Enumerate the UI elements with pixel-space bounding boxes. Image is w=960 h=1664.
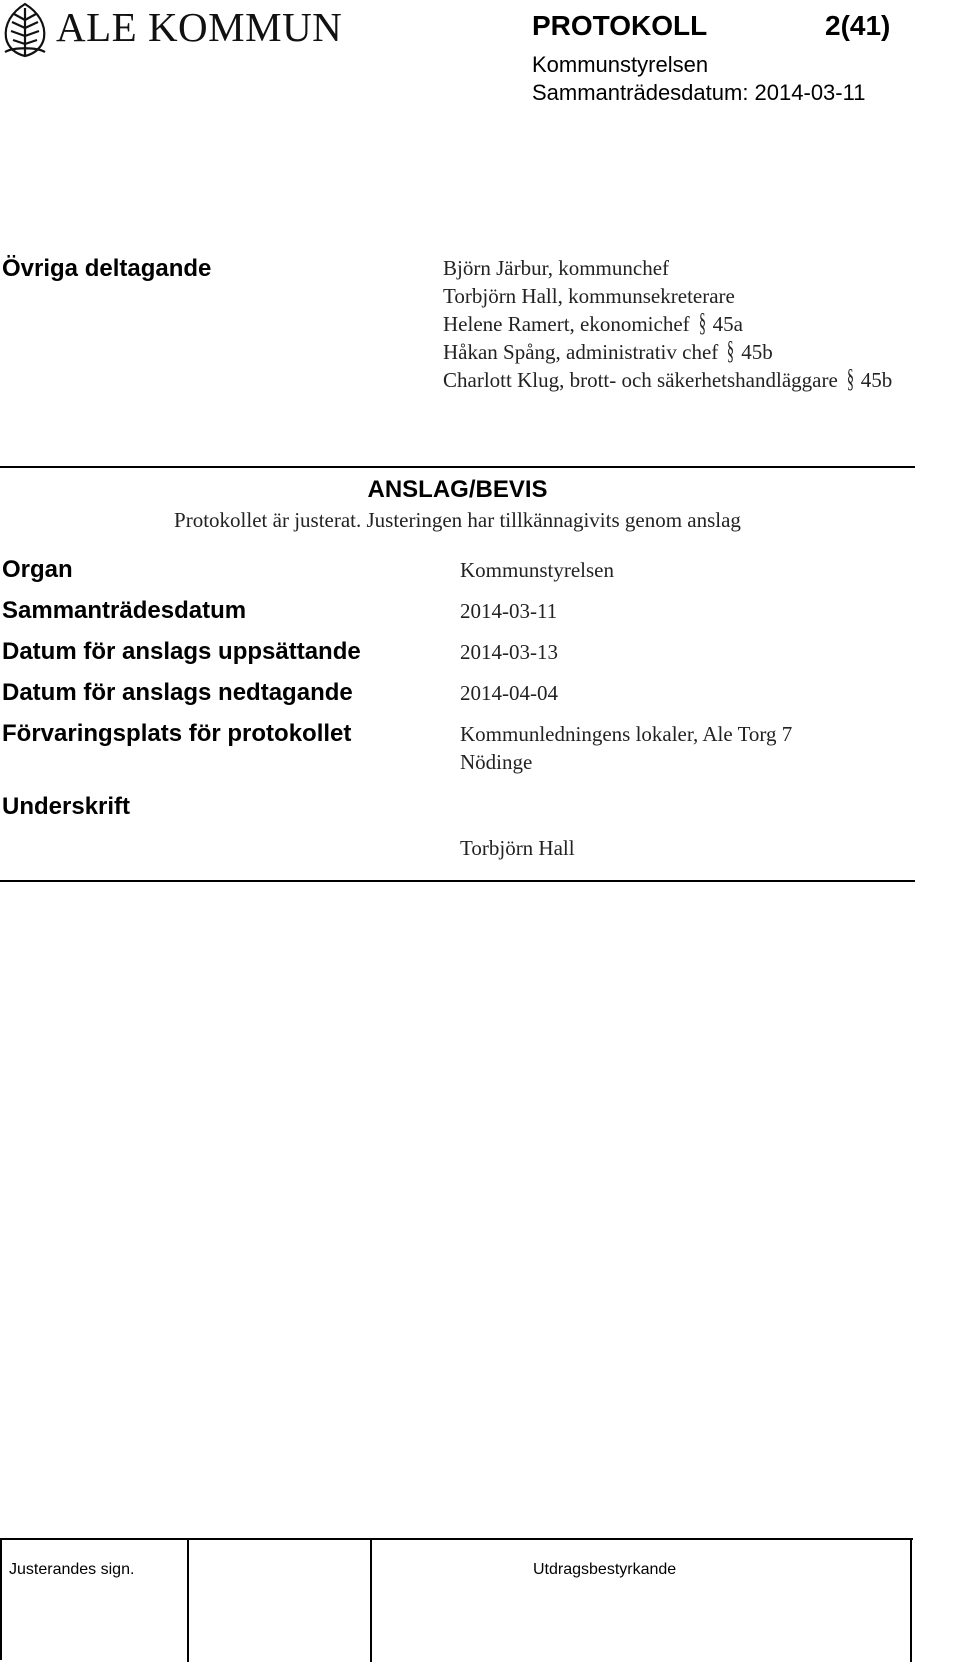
storage-value: Kommunledningens lokaler, Ale Torg 7: [460, 722, 793, 746]
header-meeting-date: Sammanträdesdatum: 2014-03-11: [532, 80, 866, 105]
section-sign: §: [698, 308, 706, 337]
table-divider: [370, 1540, 372, 1662]
storage-label: Förvaringsplats för protokollet: [2, 720, 352, 747]
participants-label: Övriga deltagande: [2, 255, 212, 282]
posting-date-value: 2014-03-13: [460, 640, 558, 664]
section-ref: 45b: [860, 368, 893, 392]
anslag-text: Protokollet är justerat. Justeringen har tillkännagivits genom anslag: [174, 508, 741, 532]
removal-date-value: 2014-04-04: [460, 681, 558, 705]
divider: [0, 880, 915, 882]
participant-item: Helene Ramert, ekonomichef § 45a: [443, 308, 743, 337]
participant-item: Håkan Spång, administrativ chef § 45b: [443, 336, 773, 365]
section-sign: §: [727, 336, 735, 365]
table-divider: [910, 1540, 912, 1662]
meeting-date-value: 2014-03-11: [460, 599, 558, 623]
table-divider: [187, 1540, 189, 1662]
participants-list: [443, 254, 892, 394]
justerandes-sign-label: Justerandes sign.: [9, 1561, 135, 1578]
removal-date-label: Datum för anslags nedtagande: [2, 679, 353, 706]
participant-item: Charlott Klug, brott- och säkerhetshandläggare § 45b: [443, 364, 893, 393]
storage-value-line2: Nödinge: [460, 750, 533, 774]
document-type: PROTOKOLL: [532, 10, 708, 41]
divider: [0, 466, 915, 468]
section-sign: §: [846, 364, 854, 393]
organ-label: Organ: [2, 556, 73, 583]
participant-item: Björn Järbur, kommunchef: [443, 256, 670, 280]
signature-name: Torbjörn Hall: [460, 836, 575, 860]
section-ref: 45b: [741, 340, 773, 364]
meeting-date-label: Sammanträdesdatum: [2, 597, 247, 624]
header-organ: Kommunstyrelsen: [532, 52, 709, 77]
signature-label: Underskrift: [2, 793, 131, 820]
posting-date-label: Datum för anslags uppsättande: [2, 638, 361, 665]
participant-item: Torbjörn Hall, kommunsekreterare: [443, 284, 735, 308]
section-ref: 45a: [712, 312, 743, 336]
brand-name: ALE KOMMUN: [56, 4, 343, 50]
page-number: 2(41): [825, 10, 891, 41]
organ-value: Kommunstyrelsen: [460, 558, 614, 582]
anslag-title: ANSLAG/BEVIS: [367, 476, 548, 503]
footer-signature-table: [0, 1538, 913, 1660]
utdragsbestyrkande-label: Utdragsbestyrkande: [533, 1561, 677, 1578]
